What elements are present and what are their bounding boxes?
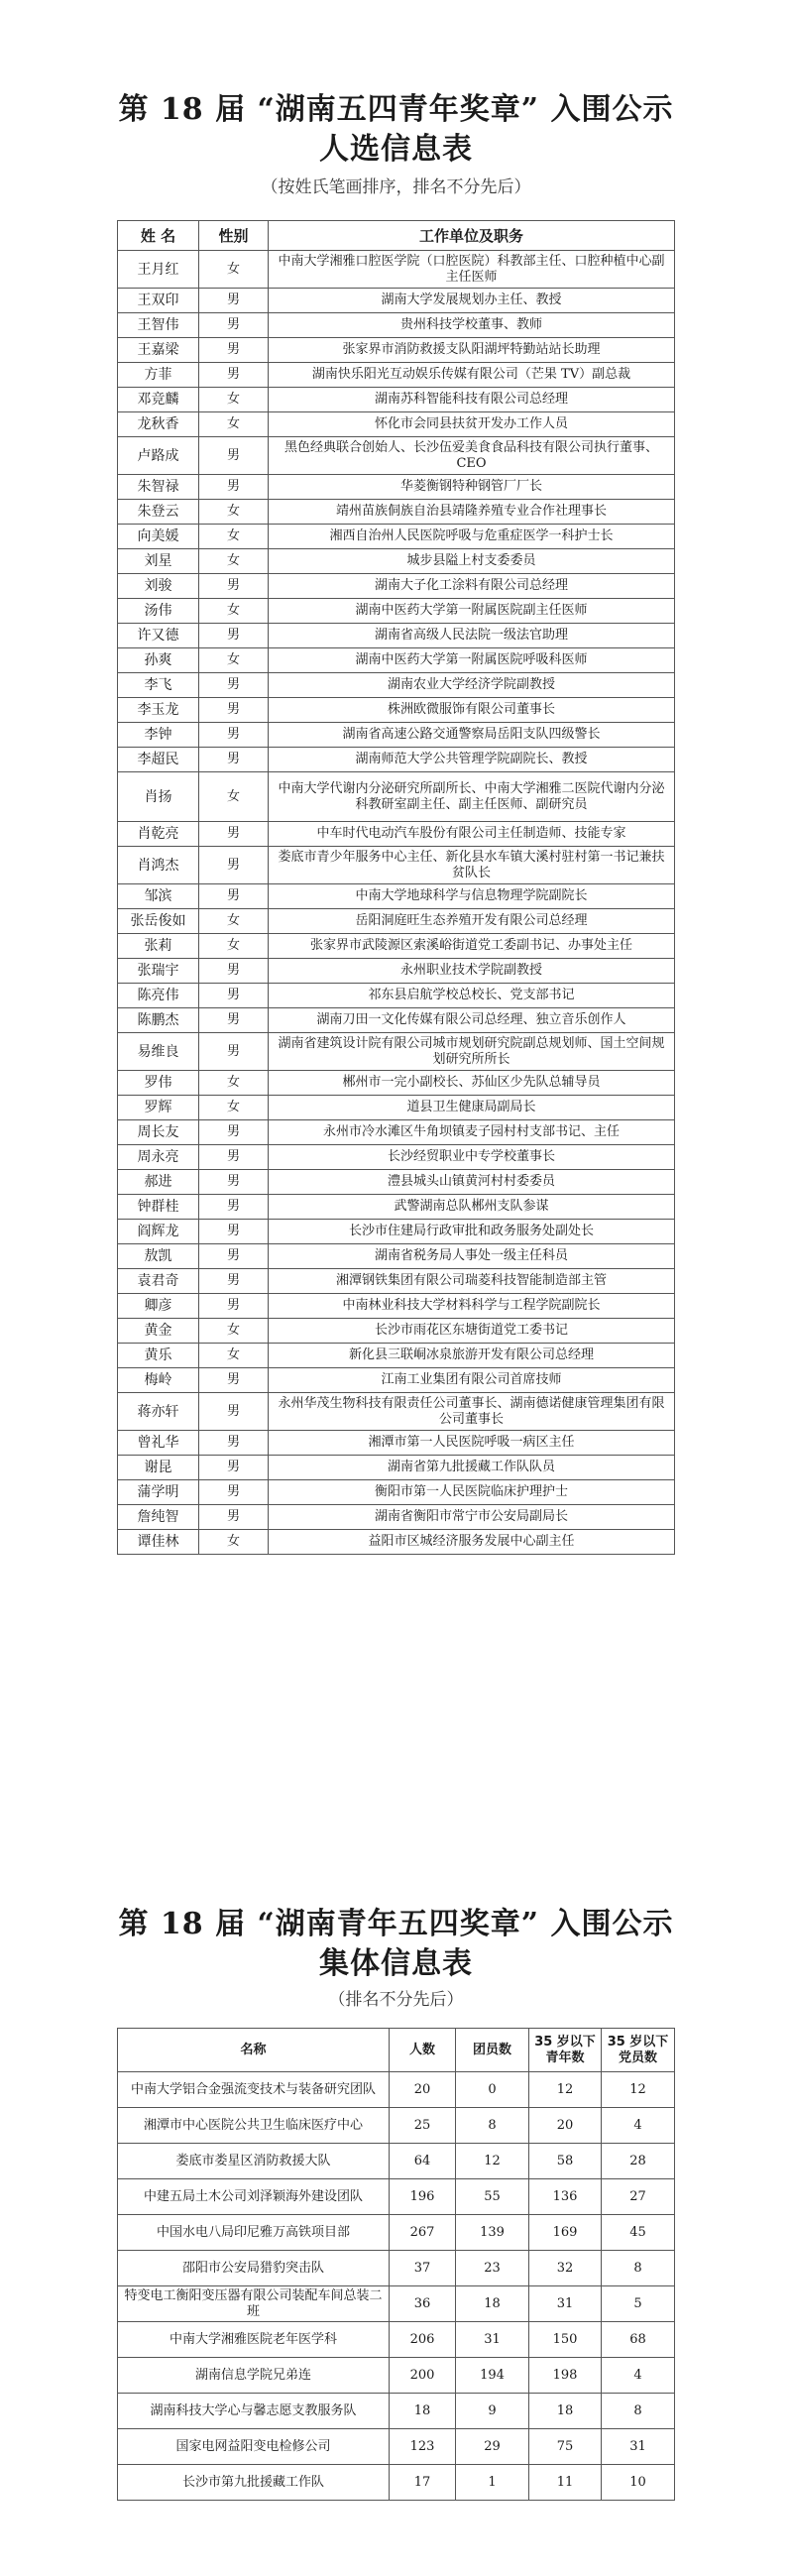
team-youth-count: 75 bbox=[529, 2429, 602, 2465]
person-org: 湘潭钢铁集团有限公司瑞菱科技智能制造部主管 bbox=[269, 1269, 675, 1294]
table-row bbox=[118, 2144, 675, 2179]
table-row bbox=[118, 847, 675, 884]
team-youth-count: 20 bbox=[529, 2108, 602, 2144]
team-league-members: 12 bbox=[456, 2144, 529, 2179]
team-count: 36 bbox=[390, 2286, 456, 2322]
person-name: 朱智禄 bbox=[118, 475, 199, 500]
person-gender: 男 bbox=[199, 624, 269, 648]
person-org: 湖南省高速公路交通警察局岳阳支队四级警长 bbox=[269, 723, 675, 748]
table-row bbox=[118, 412, 675, 437]
person-name: 邹滨 bbox=[118, 884, 199, 909]
team-name: 湖南科技大学心与馨志愿支教服务队 bbox=[118, 2394, 390, 2429]
team-count: 20 bbox=[390, 2072, 456, 2108]
team-league-members: 1 bbox=[456, 2465, 529, 2501]
team-youth-count: 31 bbox=[529, 2286, 602, 2322]
team-name: 湘潭市中心医院公共卫生临床医疗中心 bbox=[118, 2108, 390, 2144]
team-party-count: 12 bbox=[602, 2072, 675, 2108]
team-league-members: 23 bbox=[456, 2251, 529, 2286]
person-name: 蒋亦轩 bbox=[118, 1393, 199, 1431]
person-gender: 女 bbox=[199, 500, 269, 525]
person-name: 刘星 bbox=[118, 549, 199, 574]
person-gender: 男 bbox=[199, 1145, 269, 1170]
person-org: 武警湖南总队郴州支队参谋 bbox=[269, 1195, 675, 1220]
header-team-name: 名称 bbox=[118, 2029, 390, 2072]
table-row bbox=[118, 959, 675, 984]
team-name: 国家电网益阳变电检修公司 bbox=[118, 2429, 390, 2465]
table-row bbox=[118, 1220, 675, 1244]
person-gender: 男 bbox=[199, 1480, 269, 1505]
person-name: 龙秋香 bbox=[118, 412, 199, 437]
person-gender: 女 bbox=[199, 525, 269, 549]
team-party-count: 4 bbox=[602, 2358, 675, 2394]
team-party-count: 45 bbox=[602, 2215, 675, 2251]
person-org: 湖南刀田一文化传媒有限公司总经理、独立音乐创作人 bbox=[269, 1008, 675, 1033]
table-row bbox=[118, 673, 675, 698]
person-gender: 女 bbox=[199, 412, 269, 437]
team-youth-count: 150 bbox=[529, 2322, 602, 2358]
title2-line-1: 第 18 届 “湖南青年五四奖章” 入围公示 bbox=[118, 1907, 674, 1941]
person-org: 张家界市消防救援支队阳湖坪特勤站站长助理 bbox=[269, 338, 675, 363]
person-name: 邓竞麟 bbox=[118, 388, 199, 412]
person-name: 李钟 bbox=[118, 723, 199, 748]
person-name: 王智伟 bbox=[118, 313, 199, 338]
table-row bbox=[118, 1269, 675, 1294]
person-name: 易维良 bbox=[118, 1033, 199, 1071]
team-party-count: 8 bbox=[602, 2394, 675, 2429]
person-name: 詹纯智 bbox=[118, 1505, 199, 1530]
person-name: 罗伟 bbox=[118, 1071, 199, 1096]
team-party-count: 31 bbox=[602, 2429, 675, 2465]
team-youth-count: 198 bbox=[529, 2358, 602, 2394]
person-gender: 男 bbox=[199, 1393, 269, 1431]
team-league-members: 0 bbox=[456, 2072, 529, 2108]
person-gender: 男 bbox=[199, 884, 269, 909]
person-gender: 女 bbox=[199, 1096, 269, 1120]
team-league-members: 18 bbox=[456, 2286, 529, 2322]
person-org: 长沙经贸职业中专学校董事长 bbox=[269, 1145, 675, 1170]
table-row bbox=[118, 1505, 675, 1530]
team-league-members: 139 bbox=[456, 2215, 529, 2251]
table-row bbox=[118, 388, 675, 412]
person-gender: 女 bbox=[199, 388, 269, 412]
person-name: 周永亮 bbox=[118, 1145, 199, 1170]
person-gender: 女 bbox=[199, 772, 269, 822]
team-name: 中国水电八局印尼雅万高铁项目部 bbox=[118, 2215, 390, 2251]
person-gender: 女 bbox=[199, 599, 269, 624]
person-gender: 女 bbox=[199, 1319, 269, 1344]
table-row bbox=[118, 437, 675, 475]
person-org: 新化县三联峒冰泉旅游开发有限公司总经理 bbox=[269, 1344, 675, 1368]
table-row bbox=[118, 1530, 675, 1555]
person-name: 袁君奇 bbox=[118, 1269, 199, 1294]
person-org: 湘西自治州人民医院呼吸与危重症医学一科护士长 bbox=[269, 525, 675, 549]
team-league-members: 8 bbox=[456, 2108, 529, 2144]
person-gender: 男 bbox=[199, 574, 269, 599]
person-name: 卿彦 bbox=[118, 1294, 199, 1319]
table-row bbox=[118, 1033, 675, 1071]
person-name: 谢昆 bbox=[118, 1456, 199, 1480]
table-row bbox=[118, 549, 675, 574]
person-org: 永州华茂生物科技有限责任公司董事长、湖南德诺健康管理集团有限公司董事长 bbox=[269, 1393, 675, 1431]
person-gender: 女 bbox=[199, 1071, 269, 1096]
team-youth-count: 32 bbox=[529, 2251, 602, 2286]
person-gender: 男 bbox=[199, 437, 269, 475]
table-row bbox=[118, 2322, 675, 2358]
table-row bbox=[118, 574, 675, 599]
table-row bbox=[118, 1344, 675, 1368]
person-org: 道县卫生健康局副局长 bbox=[269, 1096, 675, 1120]
table-row bbox=[118, 1120, 675, 1145]
person-org: 湖南中医药大学第一附属医院呼吸科医师 bbox=[269, 648, 675, 673]
team-youth-count: 169 bbox=[529, 2215, 602, 2251]
person-gender: 男 bbox=[199, 1120, 269, 1145]
person-gender: 男 bbox=[199, 723, 269, 748]
person-gender: 女 bbox=[199, 909, 269, 934]
person-org: 株洲欧微服饰有限公司董事长 bbox=[269, 698, 675, 723]
table-row bbox=[118, 624, 675, 648]
person-name: 陈鹏杰 bbox=[118, 1008, 199, 1033]
person-gender: 男 bbox=[199, 673, 269, 698]
team-name: 中南大学铝合金强流变技术与装备研究团队 bbox=[118, 2072, 390, 2108]
person-org: 城步县隘上村支委委员 bbox=[269, 549, 675, 574]
person-org: 湖南中医药大学第一附属医院副主任医师 bbox=[269, 599, 675, 624]
person-name: 敖凯 bbox=[118, 1244, 199, 1269]
person-name: 谭佳林 bbox=[118, 1530, 199, 1555]
person-org: 中南大学湘雅口腔医学院（口腔医院）科教部主任、口腔种植中心副主任医师 bbox=[269, 251, 675, 289]
team-name: 中建五局土木公司刘泽颖海外建设团队 bbox=[118, 2179, 390, 2215]
person-org: 澧县城头山镇黄河村村委委员 bbox=[269, 1170, 675, 1195]
person-org: 岳阳洞庭旺生态养殖开发有限公司总经理 bbox=[269, 909, 675, 934]
subtitle: （按姓氏笔画排序，排名不分先后） bbox=[261, 177, 531, 197]
person-gender: 女 bbox=[199, 934, 269, 959]
person-org: 衡阳市第一人民医院临床护理护士 bbox=[269, 1480, 675, 1505]
person-gender: 女 bbox=[199, 648, 269, 673]
team-party-count: 28 bbox=[602, 2144, 675, 2179]
table-row bbox=[118, 1008, 675, 1033]
table-row bbox=[118, 1368, 675, 1393]
person-name: 刘骏 bbox=[118, 574, 199, 599]
table-row bbox=[118, 2286, 675, 2322]
person-gender: 男 bbox=[199, 1456, 269, 1480]
team-party-count: 8 bbox=[602, 2251, 675, 2286]
team-name: 邵阳市公安局猎豹突击队 bbox=[118, 2251, 390, 2286]
person-gender: 男 bbox=[199, 1195, 269, 1220]
header-league-members: 团员数 bbox=[456, 2029, 529, 2072]
header-count: 人数 bbox=[390, 2029, 456, 2072]
table-row bbox=[118, 313, 675, 338]
person-gender: 男 bbox=[199, 313, 269, 338]
team-name: 中南大学湘雅医院老年医学科 bbox=[118, 2322, 390, 2358]
person-name: 王双印 bbox=[118, 289, 199, 313]
person-name: 许又德 bbox=[118, 624, 199, 648]
table-row bbox=[118, 1096, 675, 1120]
person-org: 贵州科技学校董事、教师 bbox=[269, 313, 675, 338]
person-org: 湖南省高级人民法院一级法官助理 bbox=[269, 624, 675, 648]
table-row bbox=[118, 1431, 675, 1456]
table-row bbox=[118, 698, 675, 723]
person-name: 张莉 bbox=[118, 934, 199, 959]
table-row bbox=[118, 2251, 675, 2286]
table-row bbox=[118, 2465, 675, 2501]
table-row bbox=[118, 525, 675, 549]
table-row bbox=[118, 2072, 675, 2108]
person-org: 湖南大子化工涂料有限公司总经理 bbox=[269, 574, 675, 599]
team-league-members: 29 bbox=[456, 2429, 529, 2465]
person-gender: 女 bbox=[199, 549, 269, 574]
person-org: 黑色经典联合创始人、长沙伍爱美食食品科技有限公司执行董事、CEO bbox=[269, 437, 675, 475]
person-org: 湖南师范大学公共管理学院副院长、教授 bbox=[269, 748, 675, 772]
table-row bbox=[118, 648, 675, 673]
team-count: 37 bbox=[390, 2251, 456, 2286]
title-line-1: 第 18 届 “湖南五四青年奖章” 入围公示 bbox=[118, 92, 674, 127]
person-gender: 男 bbox=[199, 748, 269, 772]
person-org: 江南工业集团有限公司首席技师 bbox=[269, 1368, 675, 1393]
table-row bbox=[118, 1393, 675, 1431]
table2-header-row bbox=[118, 2029, 675, 2072]
person-gender: 男 bbox=[199, 1170, 269, 1195]
person-org: 湖南苏科智能科技有限公司总经理 bbox=[269, 388, 675, 412]
person-gender: 女 bbox=[199, 1344, 269, 1368]
person-name: 陈亮伟 bbox=[118, 984, 199, 1008]
person-org: 永州市冷水滩区牛角坝镇麦子园村村支部书记、主任 bbox=[269, 1120, 675, 1145]
person-name: 周长友 bbox=[118, 1120, 199, 1145]
team-count: 206 bbox=[390, 2322, 456, 2358]
team-count: 196 bbox=[390, 2179, 456, 2215]
table-row bbox=[118, 363, 675, 388]
person-name: 朱登云 bbox=[118, 500, 199, 525]
person-gender: 男 bbox=[199, 1431, 269, 1456]
team-party-count: 4 bbox=[602, 2108, 675, 2144]
person-gender: 男 bbox=[199, 1244, 269, 1269]
person-name: 肖乾亮 bbox=[118, 822, 199, 847]
person-org: 湖南大学发展规划办主任、教授 bbox=[269, 289, 675, 313]
table-row bbox=[118, 2358, 675, 2394]
person-org: 湖南快乐阳光互动娱乐传媒有限公司（芒果 TV）副总裁 bbox=[269, 363, 675, 388]
person-name: 黄金 bbox=[118, 1319, 199, 1344]
person-name: 梅岭 bbox=[118, 1368, 199, 1393]
table-row bbox=[118, 934, 675, 959]
table-row bbox=[118, 2179, 675, 2215]
person-name: 王月红 bbox=[118, 251, 199, 289]
team-party-count: 68 bbox=[602, 2322, 675, 2358]
person-name: 汤伟 bbox=[118, 599, 199, 624]
team-party-count: 10 bbox=[602, 2465, 675, 2501]
person-name: 卢路成 bbox=[118, 437, 199, 475]
collective-table bbox=[117, 2028, 675, 2501]
person-org: 中车时代电动汽车股份有限公司主任制造师、技能专家 bbox=[269, 822, 675, 847]
subtitle-2: （排名不分先后） bbox=[328, 1990, 464, 2010]
team-count: 267 bbox=[390, 2215, 456, 2251]
person-gender: 男 bbox=[199, 475, 269, 500]
person-name: 罗辉 bbox=[118, 1096, 199, 1120]
person-gender: 男 bbox=[199, 1008, 269, 1033]
team-name: 特变电工衡阳变压器有限公司装配车间总装二班 bbox=[118, 2286, 390, 2322]
table-row bbox=[118, 748, 675, 772]
team-name: 长沙市第九批援藏工作队 bbox=[118, 2465, 390, 2501]
person-org: 湖南省衡阳市常宁市公安局副局长 bbox=[269, 1505, 675, 1530]
person-org: 祁东县启航学校总校长、党支部书记 bbox=[269, 984, 675, 1008]
title2-line-2: 集体信息表 bbox=[319, 1946, 473, 1981]
person-org: 湖南省第九批援藏工作队队员 bbox=[269, 1456, 675, 1480]
table-row bbox=[118, 909, 675, 934]
table-row bbox=[118, 1244, 675, 1269]
person-name: 肖鸿杰 bbox=[118, 847, 199, 884]
table-row bbox=[118, 289, 675, 313]
table-row bbox=[118, 1456, 675, 1480]
team-league-members: 194 bbox=[456, 2358, 529, 2394]
person-org: 中南大学代谢内分泌研究所副所长、中南大学湘雅二医院代谢内分泌科教研室副主任、副主任医师、副研究员 bbox=[269, 772, 675, 822]
table-row bbox=[118, 500, 675, 525]
table-row bbox=[118, 1195, 675, 1220]
person-org: 湘潭市第一人民医院呼吸一病区主任 bbox=[269, 1431, 675, 1456]
person-gender: 男 bbox=[199, 984, 269, 1008]
person-name: 向美媛 bbox=[118, 525, 199, 549]
table-row bbox=[118, 338, 675, 363]
person-name: 肖扬 bbox=[118, 772, 199, 822]
person-name: 郝进 bbox=[118, 1170, 199, 1195]
team-youth-count: 18 bbox=[529, 2394, 602, 2429]
table-row bbox=[118, 2394, 675, 2429]
team-count: 200 bbox=[390, 2358, 456, 2394]
header-gender: 性别 bbox=[199, 221, 269, 251]
team-party-count: 5 bbox=[602, 2286, 675, 2322]
table-row bbox=[118, 723, 675, 748]
person-gender: 男 bbox=[199, 1368, 269, 1393]
person-org: 郴州市一完小副校长、苏仙区少先队总辅导员 bbox=[269, 1071, 675, 1096]
person-name: 曾礼华 bbox=[118, 1431, 199, 1456]
person-gender: 女 bbox=[199, 1530, 269, 1555]
person-gender: 男 bbox=[199, 1505, 269, 1530]
person-name: 蒲学明 bbox=[118, 1480, 199, 1505]
person-org: 张家界市武陵源区索溪峪街道党工委副书记、办事处主任 bbox=[269, 934, 675, 959]
person-gender: 男 bbox=[199, 959, 269, 984]
team-name: 湖南信息学院兄弟连 bbox=[118, 2358, 390, 2394]
table-row bbox=[118, 1071, 675, 1096]
title-line-2: 人选信息表 bbox=[319, 132, 473, 167]
person-name: 张瑞宇 bbox=[118, 959, 199, 984]
person-gender: 男 bbox=[199, 1033, 269, 1071]
person-name: 李玉龙 bbox=[118, 698, 199, 723]
table-row bbox=[118, 984, 675, 1008]
person-gender: 男 bbox=[199, 289, 269, 313]
team-youth-count: 58 bbox=[529, 2144, 602, 2179]
team-youth-count: 11 bbox=[529, 2465, 602, 2501]
header-party-count: 35 岁以下党员数 bbox=[602, 2029, 675, 2072]
individual-table bbox=[117, 220, 675, 1555]
table-row bbox=[118, 884, 675, 909]
team-league-members: 31 bbox=[456, 2322, 529, 2358]
person-org: 靖州苗族侗族自治县靖隆养殖专业合作社理事长 bbox=[269, 500, 675, 525]
header-org: 工作单位及职务 bbox=[269, 221, 675, 251]
team-league-members: 9 bbox=[456, 2394, 529, 2429]
person-gender: 男 bbox=[199, 822, 269, 847]
table-header-row bbox=[118, 221, 675, 251]
table-row bbox=[118, 1319, 675, 1344]
team-name: 娄底市娄星区消防救援大队 bbox=[118, 2144, 390, 2179]
table-row bbox=[118, 1145, 675, 1170]
team-party-count: 27 bbox=[602, 2179, 675, 2215]
table-row bbox=[118, 1294, 675, 1319]
person-name: 李飞 bbox=[118, 673, 199, 698]
person-gender: 男 bbox=[199, 698, 269, 723]
person-org: 长沙市雨花区东塘街道党工委书记 bbox=[269, 1319, 675, 1344]
person-gender: 男 bbox=[199, 1220, 269, 1244]
person-org: 长沙市住建局行政审批和政务服务处副处长 bbox=[269, 1220, 675, 1244]
person-gender: 男 bbox=[199, 1294, 269, 1319]
person-name: 孙爽 bbox=[118, 648, 199, 673]
person-org: 益阳市区城经济服务发展中心副主任 bbox=[269, 1530, 675, 1555]
person-org: 湖南省税务局人事处一级主任科员 bbox=[269, 1244, 675, 1269]
person-gender: 男 bbox=[199, 847, 269, 884]
team-count: 123 bbox=[390, 2429, 456, 2465]
team-count: 18 bbox=[390, 2394, 456, 2429]
person-org: 华菱衡钢特种钢管厂厂长 bbox=[269, 475, 675, 500]
person-org: 怀化市会同县扶贫开发办工作人员 bbox=[269, 412, 675, 437]
header-youth-count: 35 岁以下青年数 bbox=[529, 2029, 602, 2072]
person-org: 湖南省建筑设计院有限公司城市规划研究院副总规划师、国土空间规划研究所所长 bbox=[269, 1033, 675, 1071]
team-count: 25 bbox=[390, 2108, 456, 2144]
team-league-members: 55 bbox=[456, 2179, 529, 2215]
table-row bbox=[118, 1480, 675, 1505]
person-name: 钟群桂 bbox=[118, 1195, 199, 1220]
table-row bbox=[118, 599, 675, 624]
person-gender: 女 bbox=[199, 251, 269, 289]
table-row bbox=[118, 251, 675, 289]
team-count: 17 bbox=[390, 2465, 456, 2501]
person-gender: 男 bbox=[199, 338, 269, 363]
person-name: 李超民 bbox=[118, 748, 199, 772]
person-org: 湖南农业大学经济学院副教授 bbox=[269, 673, 675, 698]
table-row bbox=[118, 822, 675, 847]
person-name: 方菲 bbox=[118, 363, 199, 388]
team-count: 64 bbox=[390, 2144, 456, 2179]
person-gender: 男 bbox=[199, 363, 269, 388]
table-row bbox=[118, 475, 675, 500]
table-row bbox=[118, 772, 675, 822]
person-org: 中南大学地球科学与信息物理学院副院长 bbox=[269, 884, 675, 909]
table-row bbox=[118, 2215, 675, 2251]
team-youth-count: 12 bbox=[529, 2072, 602, 2108]
person-org: 中南林业科技大学材料科学与工程学院副院长 bbox=[269, 1294, 675, 1319]
table-row bbox=[118, 2429, 675, 2465]
person-name: 黄乐 bbox=[118, 1344, 199, 1368]
person-name: 张岳俊如 bbox=[118, 909, 199, 934]
header-name: 姓 名 bbox=[118, 221, 199, 251]
table-row bbox=[118, 2108, 675, 2144]
person-org: 永州职业技术学院副教授 bbox=[269, 959, 675, 984]
person-name: 阎辉龙 bbox=[118, 1220, 199, 1244]
person-gender: 男 bbox=[199, 1269, 269, 1294]
person-name: 王嘉梁 bbox=[118, 338, 199, 363]
table-row bbox=[118, 1170, 675, 1195]
person-org: 娄底市青少年服务中心主任、新化县水车镇大溪村驻村第一书记兼扶贫队长 bbox=[269, 847, 675, 884]
team-youth-count: 136 bbox=[529, 2179, 602, 2215]
